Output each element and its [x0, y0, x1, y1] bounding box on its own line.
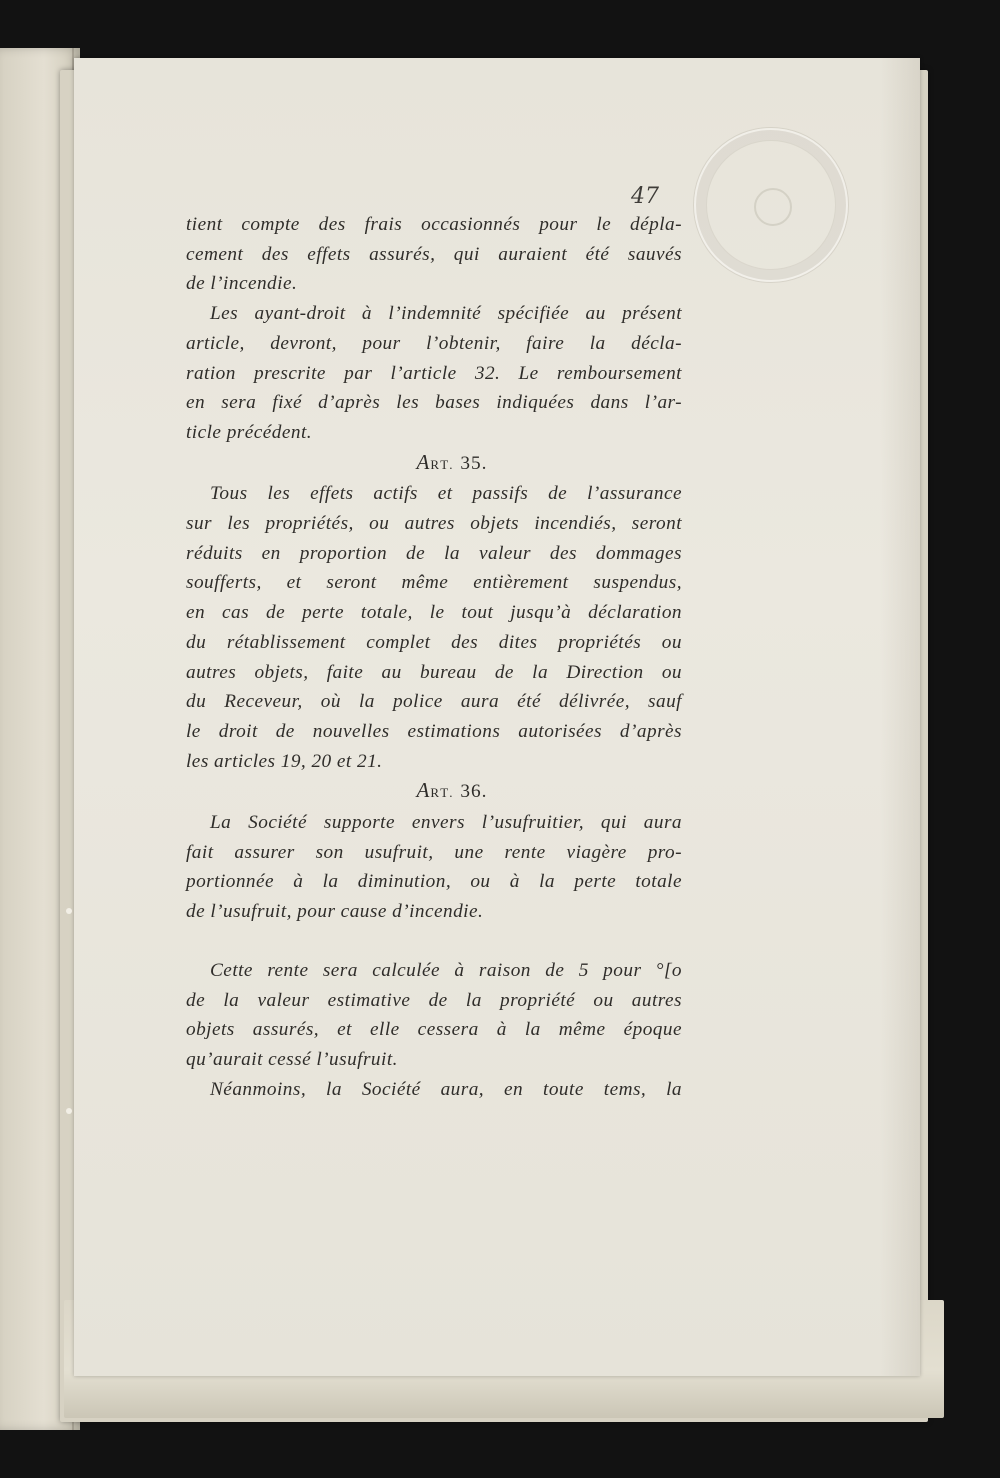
binding-thread-mark — [66, 908, 72, 914]
text-line: de l’usufruit, pour cause d’incendie. — [186, 901, 484, 923]
text-line: du Receveur, où la police aura été délivrée, sauf — [186, 691, 682, 713]
text-line: fait assurer son usufruit, une rente viagère pro- — [186, 841, 682, 863]
text-line: les articles 19, 20 et 21. — [186, 750, 383, 772]
text-line: soufferts, et seront même entièrement suspendus, — [186, 572, 682, 594]
book-page — [74, 58, 920, 1376]
text-line: article, devront, pour l’obtenir, faire la décla- — [186, 332, 682, 354]
binding-thread-mark — [66, 1108, 72, 1114]
art-cap: A — [416, 449, 431, 474]
text-line: autres objets, faite au bureau de la Direction ou — [186, 661, 682, 683]
text-line: La Société supporte envers l’usufruitier, qui aura — [210, 812, 682, 834]
seal-emblem-icon — [754, 188, 792, 226]
text-line: Cette rente sera calculée à raison de 5 pour °[o — [210, 959, 682, 981]
text-line: portionnée à la diminution, ou à la perte totale — [186, 871, 682, 893]
text-line: de l’incendie. — [186, 273, 298, 295]
text-line: du rétablissement complet des dites propriétés ou — [186, 631, 682, 653]
text-line: qu’aurait cessé l’usufruit. — [186, 1048, 398, 1070]
text-line: Les ayant-droit à l’indemnité spécifiée au présent — [210, 303, 682, 325]
art-smallcaps: RT. — [430, 456, 455, 472]
text-line: ticle précédent. — [186, 421, 313, 443]
text-line: tient compte des frais occasionnés pour le dépla- — [186, 214, 682, 235]
page-number: 47 — [631, 184, 659, 209]
embossed-seal — [694, 128, 848, 282]
article-35-heading — [186, 448, 682, 480]
paragraph-gap — [186, 927, 682, 956]
text-line: en sera fixé d’après les bases indiquées dans l’ar- — [186, 392, 682, 414]
body-text — [186, 210, 682, 1104]
text-line: de la valeur estimative de la propriété ou autres — [186, 989, 682, 1011]
art-smallcaps: RT. — [430, 785, 455, 801]
text-line: objets assurés, et elle cessera à la même époque — [186, 1019, 682, 1041]
text-line: Néanmoins, la Société aura, en toute tems, la — [210, 1078, 682, 1100]
art-number: 35. — [460, 452, 488, 474]
article-36-heading — [186, 776, 682, 808]
text-line: Tous les effets actifs et passifs de l’assurance — [210, 483, 682, 505]
text-line: cement des effets assurés, qui auraient été sauvés — [186, 243, 682, 265]
text-line: ration prescrite par l’article 32. Le remboursement — [186, 362, 682, 384]
page-right-edge-shade — [880, 58, 920, 1376]
text-line: réduits en proportion de la valeur des dommages — [186, 542, 682, 564]
art-cap: A — [416, 778, 431, 803]
text-line: sur les propriétés, ou autres objets incendiés, seront — [186, 513, 682, 535]
text-line: le droit de nouvelles estimations autorisées d’après — [186, 720, 682, 742]
text-line: en cas de perte totale, le tout jusqu’à déclaration — [186, 602, 682, 624]
art-number: 36. — [460, 781, 488, 803]
